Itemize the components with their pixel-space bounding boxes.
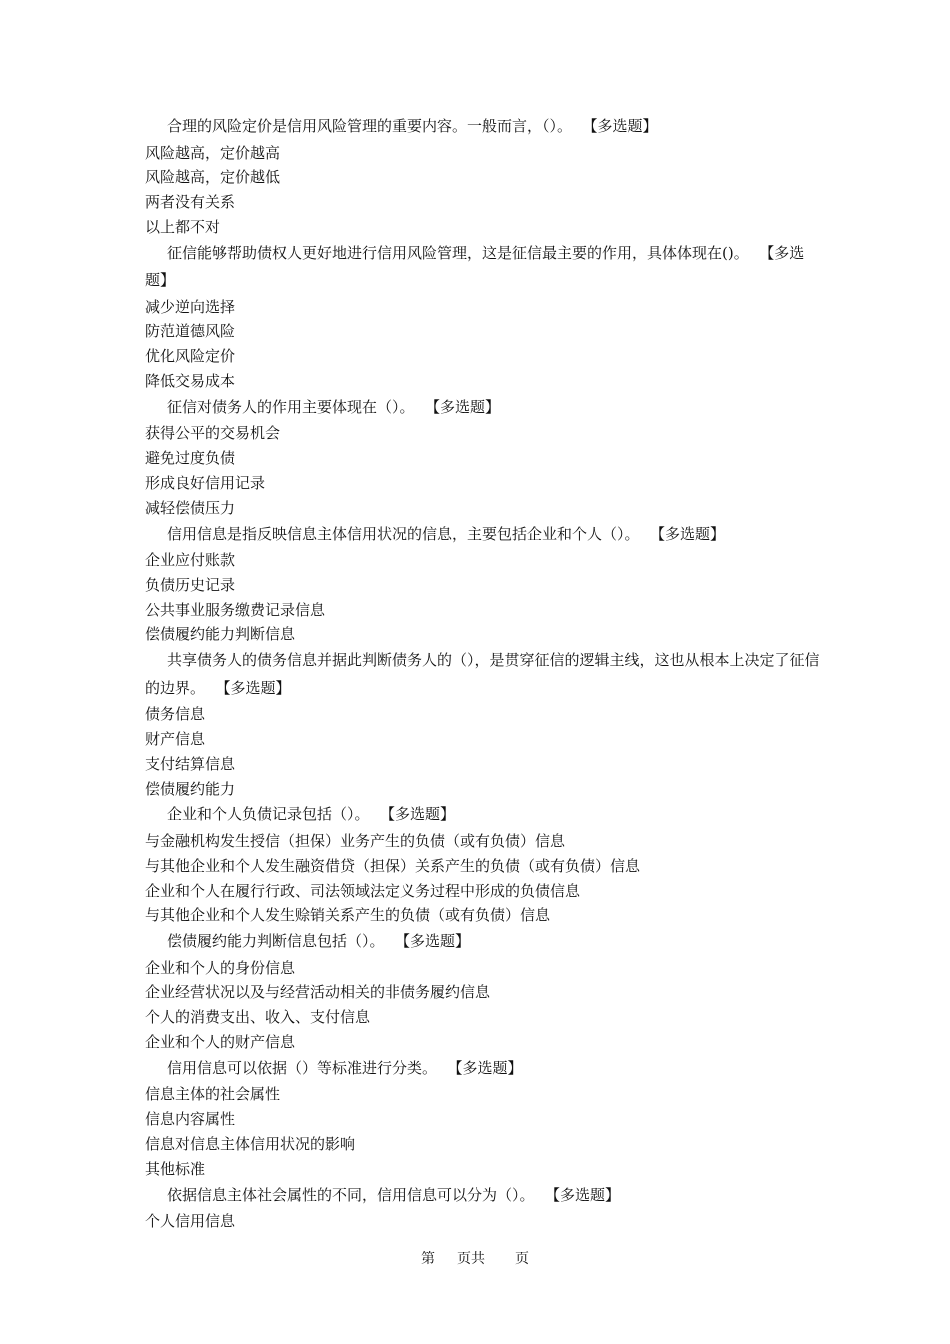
- question-type-tag: 【多选题】: [223, 678, 291, 697]
- question-type-tag: 【多选题】: [590, 117, 658, 135]
- answer-option: 信息主体的社会属性: [145, 1085, 281, 1104]
- answer-option: 降低交易成本: [145, 372, 236, 391]
- answer-option: 减少逆向选择: [145, 297, 236, 316]
- answer-option: 偿债履约能力判断信息: [145, 625, 296, 644]
- answer-option: 优化风险定价: [145, 347, 236, 366]
- answer-option: 企业和个人的身份信息: [145, 958, 296, 977]
- question-text: 信用信息是指反映信息主体信用状况的信息，主要包括企业和个人（）。: [167, 524, 640, 543]
- question-stem: [145, 521, 825, 549]
- answer-option: 形成良好信用记录: [145, 473, 266, 492]
- answer-option: 获得公平的交易机会: [145, 424, 281, 443]
- question-list: [145, 113, 825, 1234]
- question-stem: [145, 928, 825, 956]
- question-stem: [145, 1182, 825, 1210]
- answer-option: 信息内容属性: [145, 1110, 236, 1129]
- question-block: [145, 1182, 825, 1234]
- footer-label-di: 第: [421, 1251, 435, 1267]
- answer-option: 公共事业服务缴费记录信息: [145, 600, 326, 619]
- answer-option: 个人的消费支出、收入、支付信息: [145, 1008, 371, 1027]
- answer-option: 与金融机构发生授信（担保）业务产生的负债（或有负债）信息: [145, 831, 566, 850]
- question-block: [145, 113, 825, 240]
- question-block: [145, 647, 825, 801]
- answer-option: 防范道德风险: [145, 322, 236, 341]
- question-stem: [145, 240, 825, 295]
- question-type-tag: 【多选题】: [402, 932, 471, 951]
- question-type-tag: 【多选题】: [387, 805, 456, 824]
- answer-option: 与其他企业和个人发生赊销关系产生的负债（或有负债）信息: [145, 906, 551, 925]
- footer-label-ye: 页: [515, 1251, 529, 1267]
- question-block: [145, 1055, 825, 1182]
- question-text: 合理的风险定价是信用风险管理的重要内容。一般而言，（）。: [167, 117, 573, 135]
- answer-option: 两者没有关系: [145, 193, 236, 212]
- question-text: 信用信息可以依据（）等标准进行分类。: [167, 1058, 438, 1077]
- answer-option: 风险越高，定价越高: [145, 143, 281, 162]
- question-stem: [145, 394, 825, 422]
- question-text: 企业和个人负债记录包括（）。: [167, 805, 370, 824]
- answer-option: 减轻偿债压力: [145, 498, 236, 517]
- answer-option: 负债历史记录: [145, 575, 236, 594]
- question-type-tag: 【多选题】: [657, 524, 726, 543]
- question-type-tag: 【多选题】: [552, 1185, 621, 1204]
- question-stem: [145, 113, 825, 141]
- question-text: 共享债务人的债务信息并据此判断债务人的（），是贯穿征信的逻辑主线，这也从根本上决定了征信的边界。: [145, 651, 820, 697]
- answer-option: 信息对信息主体信用状况的影响: [145, 1134, 356, 1153]
- question-type-tag: 【多选题】: [145, 243, 805, 290]
- answer-option: 风险越高，定价越低: [145, 168, 281, 187]
- question-text: 征信对债务人的作用主要体现在（）。: [167, 397, 415, 416]
- answer-option: 企业经营状况以及与经营活动相关的非债务履约信息: [145, 983, 491, 1002]
- question-stem: [145, 1055, 825, 1083]
- question-block: [145, 928, 825, 1055]
- answer-option: 支付结算信息: [145, 754, 236, 773]
- answer-option: 企业和个人在履行行政、司法领域法定义务过程中形成的负债信息: [145, 881, 581, 900]
- answer-option: 企业和个人的财产信息: [145, 1033, 296, 1052]
- answer-option: 以上都不对: [145, 217, 221, 236]
- answer-option: 其他标准: [145, 1159, 206, 1178]
- question-type-tag: 【多选题】: [432, 397, 501, 416]
- answer-option: 避免过度负债: [145, 449, 236, 468]
- answer-option: 债务信息: [145, 705, 206, 724]
- footer-label-yegong: 页共: [457, 1251, 485, 1267]
- question-block: [145, 521, 825, 648]
- question-text: 依据信息主体社会属性的不同，信用信息可以分为（）。: [167, 1185, 535, 1204]
- answer-option: 与其他企业和个人发生融资借贷（担保）关系产生的负债（或有负债）信息: [145, 856, 641, 875]
- answer-option: 个人信用信息: [145, 1212, 236, 1230]
- question-stem: [145, 801, 825, 829]
- answer-option: 偿债履约能力: [145, 779, 236, 798]
- answer-option: 企业应付账款: [145, 551, 236, 570]
- question-block: [145, 240, 825, 394]
- page-footer: [0, 1249, 950, 1269]
- question-stem: [145, 647, 825, 702]
- question-block: [145, 394, 825, 521]
- answer-option: 财产信息: [145, 730, 206, 749]
- question-text: 偿债履约能力判断信息包括（）。: [167, 932, 385, 951]
- question-block: [145, 801, 825, 928]
- question-text: 征信能够帮助债权人更好地进行信用风险管理，这是征信最主要的作用，具体体现在()。: [167, 243, 749, 262]
- question-type-tag: 【多选题】: [455, 1058, 523, 1077]
